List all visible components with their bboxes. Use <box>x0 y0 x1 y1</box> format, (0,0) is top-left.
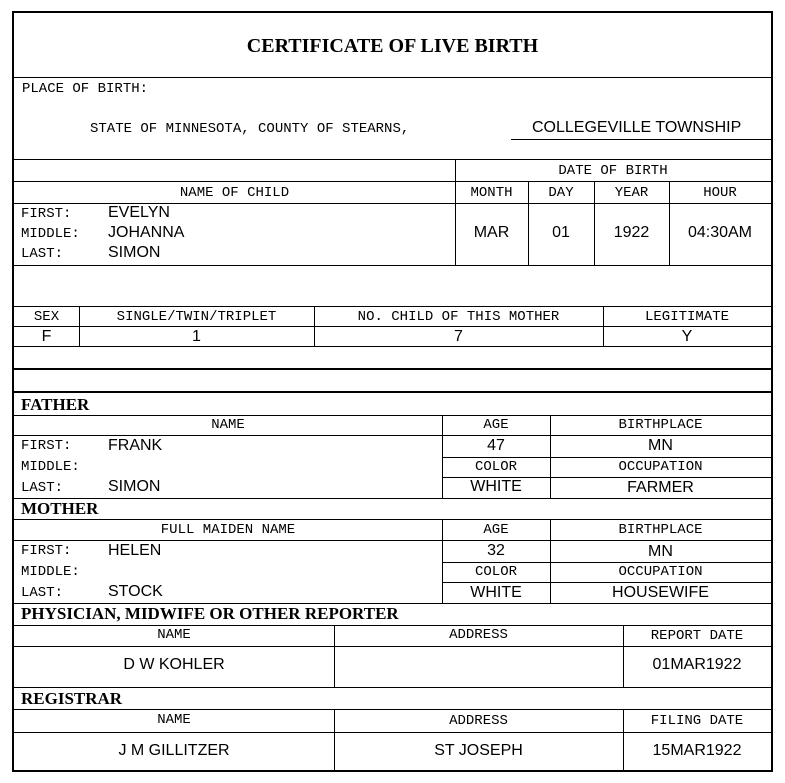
divider <box>14 540 771 541</box>
mother-birthplace-label: BIRTHPLACE <box>618 522 703 538</box>
registrar-name: J M GILLITZER <box>118 742 230 759</box>
mother-middle-label: MIDDLE: <box>21 564 80 580</box>
father-last-label: LAST: <box>21 480 64 496</box>
divider <box>14 709 771 710</box>
father-last-name: SIMON <box>108 478 161 495</box>
state-county: STATE OF MINNESOTA, COUNTY OF STEARNS, <box>90 121 410 137</box>
mother-section-title: MOTHER <box>21 499 99 518</box>
legitimate-label: LEGITIMATE <box>644 309 729 325</box>
sex-value: F <box>41 328 52 345</box>
child-middle-name: JOHANNA <box>108 224 185 241</box>
place-of-birth-label: PLACE OF BIRTH: <box>22 81 149 97</box>
divider <box>442 457 771 458</box>
physician-name-label: NAME <box>157 627 191 643</box>
father-birthplace-label: BIRTHPLACE <box>618 417 703 433</box>
divider <box>14 435 771 436</box>
report-date-label: REPORT DATE <box>650 628 744 644</box>
physician-section-title: PHYSICIAN, MIDWIFE OR OTHER REPORTER <box>21 604 399 623</box>
father-age-label: AGE <box>483 417 509 433</box>
section-separator <box>14 391 771 393</box>
township: COLLEGEVILLE TOWNSHIP <box>532 119 742 136</box>
certificate-title: CERTIFICATE OF LIVE BIRTH <box>246 35 539 57</box>
township-underline <box>511 139 771 140</box>
divider <box>14 415 771 416</box>
birth-day: 01 <box>552 224 570 241</box>
divider <box>14 181 771 182</box>
mother-name-header: FULL MAIDEN NAME <box>160 522 296 538</box>
divider <box>14 346 771 347</box>
mother-last-label: LAST: <box>21 585 64 601</box>
divider <box>14 625 771 626</box>
birth-certificate <box>12 11 773 772</box>
birth-month: MAR <box>473 224 510 241</box>
plurality-value: 1 <box>192 328 201 345</box>
father-birthplace: MN <box>648 437 673 454</box>
child-last-label: LAST: <box>21 246 64 262</box>
mother-age-label: AGE <box>483 522 509 538</box>
mother-first-label: FIRST: <box>21 543 72 559</box>
mother-occupation-label: OCCUPATION <box>618 564 703 580</box>
child-number-value: 7 <box>454 328 463 345</box>
report-date: 01MAR1922 <box>652 656 742 673</box>
hour-label: HOUR <box>703 185 737 201</box>
divider <box>14 646 771 647</box>
mother-last-name: STOCK <box>108 583 163 600</box>
section-separator <box>14 368 771 370</box>
child-first-name: EVELYN <box>108 204 170 221</box>
child-first-label: FIRST: <box>21 206 72 222</box>
divider <box>14 732 771 733</box>
father-name-header: NAME <box>211 417 245 433</box>
father-color-label: COLOR <box>474 459 517 475</box>
father-occupation: FARMER <box>627 479 694 496</box>
date-of-birth-header: DATE OF BIRTH <box>558 163 668 179</box>
mother-first-name: HELEN <box>108 542 162 559</box>
divider <box>14 687 771 688</box>
legitimate-value: Y <box>681 328 693 345</box>
mother-color-label: COLOR <box>474 564 517 580</box>
divider <box>14 306 771 307</box>
filing-date-label: FILING DATE <box>650 713 744 729</box>
year-label: YEAR <box>614 185 649 201</box>
birth-year: 1922 <box>613 224 650 241</box>
divider <box>14 77 771 78</box>
mother-age: 32 <box>487 542 505 559</box>
divider <box>14 498 771 499</box>
name-of-child-header: NAME OF CHILD <box>179 185 290 201</box>
birth-hour: 04:30AM <box>687 224 753 241</box>
registrar-name-label: NAME <box>157 712 191 728</box>
sex-label: SEX <box>33 309 60 325</box>
divider <box>442 582 771 583</box>
registrar-address: ST JOSEPH <box>434 742 523 759</box>
day-label: DAY <box>548 185 574 201</box>
mother-occupation: HOUSEWIFE <box>612 584 709 601</box>
divider <box>14 519 771 520</box>
father-age: 47 <box>487 437 505 454</box>
month-label: MONTH <box>470 185 513 201</box>
filing-date: 15MAR1922 <box>652 742 742 759</box>
father-occupation-label: OCCUPATION <box>618 459 703 475</box>
child-middle-label: MIDDLE: <box>21 226 80 242</box>
divider <box>14 326 771 327</box>
father-section-title: FATHER <box>21 395 90 414</box>
mother-birthplace: MN <box>648 543 673 560</box>
mother-color: WHITE <box>470 584 522 601</box>
divider <box>14 265 771 266</box>
divider <box>442 562 771 563</box>
physician-name: D W KOHLER <box>123 656 225 673</box>
father-first-label: FIRST: <box>21 438 72 454</box>
father-color: WHITE <box>470 478 522 495</box>
physician-address-label: ADDRESS <box>449 627 508 643</box>
father-middle-label: MIDDLE: <box>21 459 80 475</box>
divider <box>14 159 771 160</box>
child-number-label: NO. CHILD OF THIS MOTHER <box>357 309 560 325</box>
father-first-name: FRANK <box>108 437 163 454</box>
child-last-name: SIMON <box>108 244 161 261</box>
registrar-section-title: REGISTRAR <box>21 689 123 708</box>
plurality-label: SINGLE/TWIN/TRIPLET <box>116 309 277 325</box>
registrar-address-label: ADDRESS <box>449 713 508 729</box>
